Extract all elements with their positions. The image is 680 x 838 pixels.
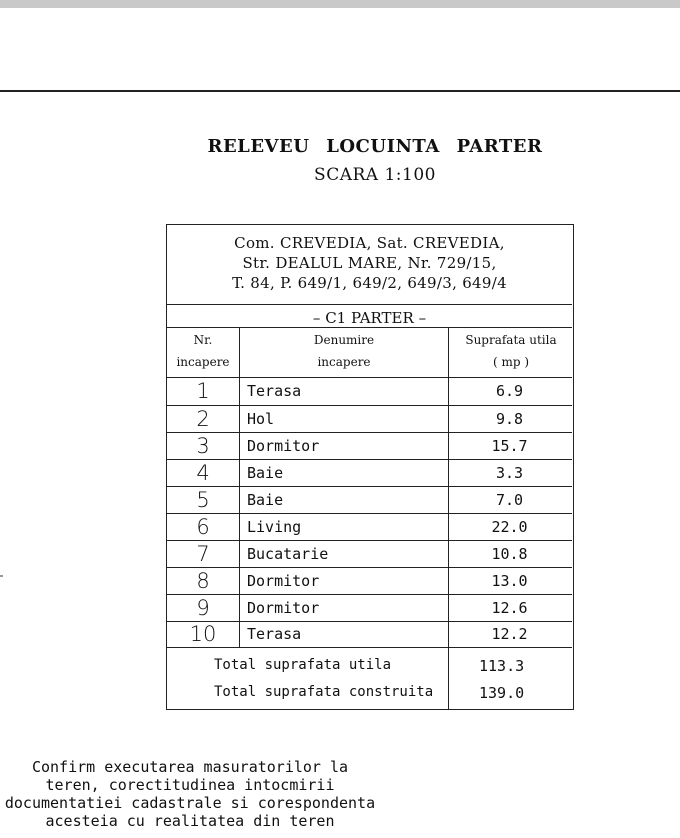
row-area: 3.3 (495, 464, 524, 482)
note-line-1: Confirm executarea masuratorilor la (31, 758, 349, 776)
row-area: 9.8 (495, 410, 524, 428)
total-built-value: 139.0 (479, 684, 525, 702)
divider (167, 304, 572, 305)
row-area: 12.6 (491, 599, 528, 617)
row-name: Terasa (247, 625, 302, 643)
document-scale: SCARA 1:100 (314, 165, 436, 185)
row-name: Living (247, 518, 302, 536)
row-area: 15.7 (491, 437, 528, 455)
table-row (167, 460, 572, 487)
row-area: 22.0 (491, 518, 528, 536)
note-line-2: teren, corectitudinea intocmirii (45, 776, 335, 794)
header-rule (0, 90, 680, 92)
row-area: 12.2 (491, 625, 528, 643)
note-line-4: acesteia cu realitatea din teren (45, 812, 335, 830)
table-row (167, 595, 572, 622)
row-nr: 7 (196, 542, 210, 566)
row-nr: 1 (196, 379, 210, 403)
address-line-1: Com. CREVEDIA, Sat. CREVEDIA, (234, 234, 505, 252)
row-area: 10.8 (491, 545, 528, 563)
table-row (167, 514, 572, 541)
column-divider (448, 327, 449, 709)
row-name: Dormitor (247, 437, 320, 455)
table-row (167, 406, 572, 433)
table-row (167, 621, 572, 648)
table-row (167, 541, 572, 568)
room-table (166, 224, 574, 710)
table-row (167, 378, 572, 405)
total-useful-value: 113.3 (479, 657, 525, 675)
row-nr: 2 (196, 407, 210, 431)
header-name: Denumire incapere (313, 333, 375, 369)
row-area: 6.9 (495, 382, 524, 400)
header-nr: Nr. incapere (176, 333, 230, 369)
header-area: Suprafata utila ( mp ) (465, 333, 557, 369)
row-nr: 9 (196, 596, 210, 620)
row-nr: 3 (196, 434, 210, 458)
divider (167, 647, 572, 648)
address-line-3: T. 84, P. 649/1, 649/2, 649/3, 649/4 (232, 274, 507, 292)
row-name: Hol (247, 410, 275, 428)
row-nr: 8 (196, 569, 210, 593)
divider (167, 327, 572, 328)
column-divider (239, 327, 240, 647)
row-nr: 6 (196, 515, 210, 539)
note-line-3: documentatiei cadastrale si corespondenta (4, 794, 376, 812)
address-line-2: Str. DEALUL MARE, Nr. 729/15, (242, 254, 497, 272)
section-title: – C1 PARTER – (312, 309, 427, 327)
row-nr: 5 (196, 488, 210, 512)
row-name: Dormitor (247, 572, 320, 590)
margin-mark (0, 575, 3, 577)
row-name: Baie (247, 491, 284, 509)
row-nr: 4 (196, 461, 210, 485)
row-area: 7.0 (495, 491, 524, 509)
row-name: Dormitor (247, 599, 320, 617)
address-block (167, 233, 572, 293)
table-row (167, 568, 572, 595)
row-name: Terasa (247, 382, 302, 400)
row-nr: 10 (189, 622, 217, 646)
table-row (167, 487, 572, 514)
row-name: Baie (247, 464, 284, 482)
row-area: 13.0 (491, 572, 528, 590)
row-name: Bucatarie (247, 545, 329, 563)
certification-note (0, 758, 390, 830)
document-title: RELEVEU LOCUINTA PARTER (207, 136, 543, 157)
total-useful-label: Total suprafata utila (214, 657, 392, 673)
table-row (167, 433, 572, 460)
page-top-edge (0, 0, 680, 8)
total-built-label: Total suprafata construita (214, 684, 434, 700)
